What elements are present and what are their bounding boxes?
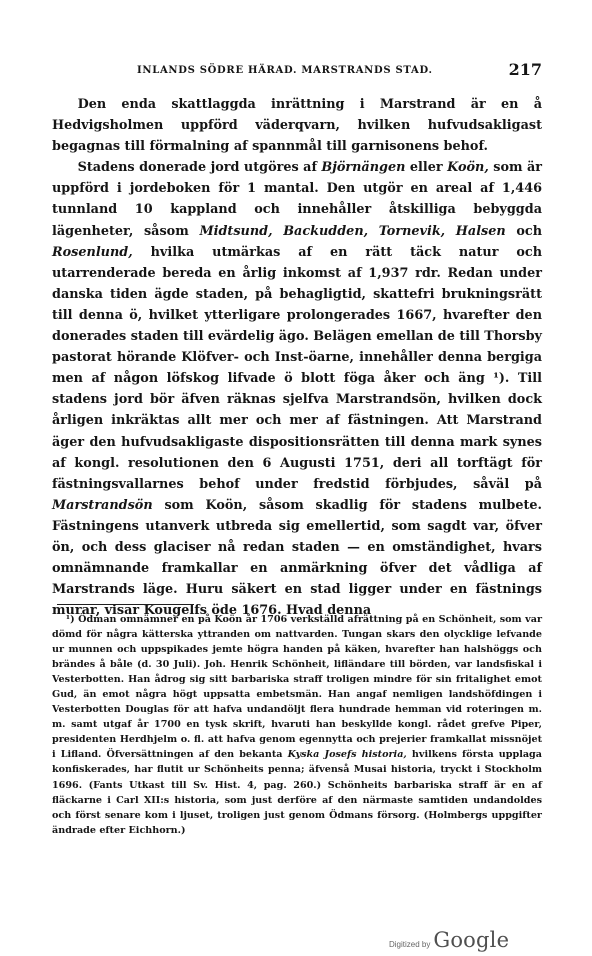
paragraph-windmill: Den enda skattlaggda inrättning i Marstrand är en å Hedvigsholmen uppförd väderqvarn, hvilken hufvudsakligast begagnas till förmalning af spannmål till garnisonens behof. <box>52 97 542 155</box>
footnote-divider <box>57 604 194 605</box>
google-logo: Google <box>433 928 510 952</box>
footnote-segment: ¹) Ödman omnämner en på Koön år 1706 verkställd afrättning på en Schönheit, som var dömd för några kätterska yttranden om nattvarden. Tungan skars den olycklige lefvande ur munnen och uppspikades jemte högra handen på käken, hvarefter han halshöggs och brändes å båle (d. 30 Juli). Joh. Henrik Schönheit, lifländare till börden, var landsfiskal i Vesterbotten. Han ådrog sig sitt barbariska straff troligen mindre för sin fritalighet emot Gud, än emot några högt uppsatta embetsmän. Han angaf nemligen landshöfdingen i Vesterbotten Douglas för att hafva undandöljt flera hundrade hemman vid roteringen m. m. samt utgaf år 1700 en tysk skrift, hvaruti han beskyllde kongl. rådet grefve Piper, presidenten Herdhjelm o. fl. att hafva genom egennytta och prejerier framkallat missnöjet i Lifland. Öfversättningen af den bekanta <box>52 614 542 761</box>
place-names-midtsund-group: Midtsund, Backudden, Tornevik, Halsen <box>199 223 506 239</box>
main-text <box>52 94 542 621</box>
paragraph-segment: som är uppförd i jordeboken för 1 mantal. Den utgör en areal af 1,446 tunnland 10 kappland och innehåller åtskilliga bebyggda lägenheter, såsom <box>52 160 543 239</box>
book-title-kyska-josefs-historia: Kyska Josefs historia, <box>287 749 407 761</box>
footnote-text <box>52 612 542 838</box>
paragraph-donated-land <box>52 157 542 621</box>
place-name-rosenlund: Rosenlund, <box>52 244 133 260</box>
page-number: 217 <box>508 60 542 79</box>
place-name-bjornangen: Björnängen <box>321 160 406 176</box>
page-header <box>52 62 542 80</box>
paragraph-segment: som Koön, såsom skadlig för stadens mulbete. Fästningens utanverk utbreda sig emellertid, som sagdt var, öfver ön, och dess glaciser nå redan staden — en omständighet, hvars omnämnande framkallar en anmärkning öfver det vådliga af Marstrands läge. Huru säkert en stad ligger under en fästnings murar, visar Kougelfs öde 1676. Hvad denna <box>52 497 542 619</box>
footnote-segment: hvilkens första upplaga konfiskerades, har flutit ur Schönheits penna; äfvenså Musai historia, tryckt i Stockholm 1696. (Fants Utkast till Sv. Hist. 4, pag. 260.) Schönheits barbariska straff är en af fläckarne i Carl XII:s historia, som just derföre af den närmaste samtiden undandoldes och först senare kom i ljuset, troligen just genom Ödmans försorg. (Holmbergs uppgifter ändrade efter Eichhorn.) <box>52 749 542 836</box>
place-name-marstrandson: Marstrandsön <box>52 497 153 513</box>
place-name-koon: Koön, <box>447 160 489 176</box>
digitized-by-google <box>389 928 509 956</box>
footnote <box>52 612 542 838</box>
paragraph-segment: Stadens donerade jord utgöres af <box>77 160 322 176</box>
paragraph-segment: hvilka utmärkas af en rätt täck natur och utarrenderade bereda en årlig inkomst af 1,937 rdr. Redan under danska tiden ägde staden, på behagligtid, skattefri brukningsrätt till denna ö, hvilket ytterligare prolongerades 1667, hvarefter den donerades staden till evärdelig ägo. Belägen emellan de till Thorsby pastorat hörande Klöfver- och Inst-öarne, innehåller denna bergiga men af någon löfskog lifvade ö blott föga åker och äng ¹). Till stadens jord bör äfven räknas sjelfva Marstrandsön, hvilken dock årligen inkräktas allt mer och mer af fästningen. Att Marstrand äger den hufvudsakligaste dispositionsrätten till denna mark synes af kongl. resolutionen den 6 Augusti 1751, deri all torftägt för fästningsvallarnes behof under fredstid förbjudes, såväl på <box>52 244 542 492</box>
digitized-label: Digitized by <box>389 940 431 949</box>
paragraph-segment: och <box>505 223 543 239</box>
paragraph-segment: eller <box>405 160 448 176</box>
running-head: INLANDS SÖDRE HÄRAD. MARSTRANDS STAD. <box>137 65 433 76</box>
